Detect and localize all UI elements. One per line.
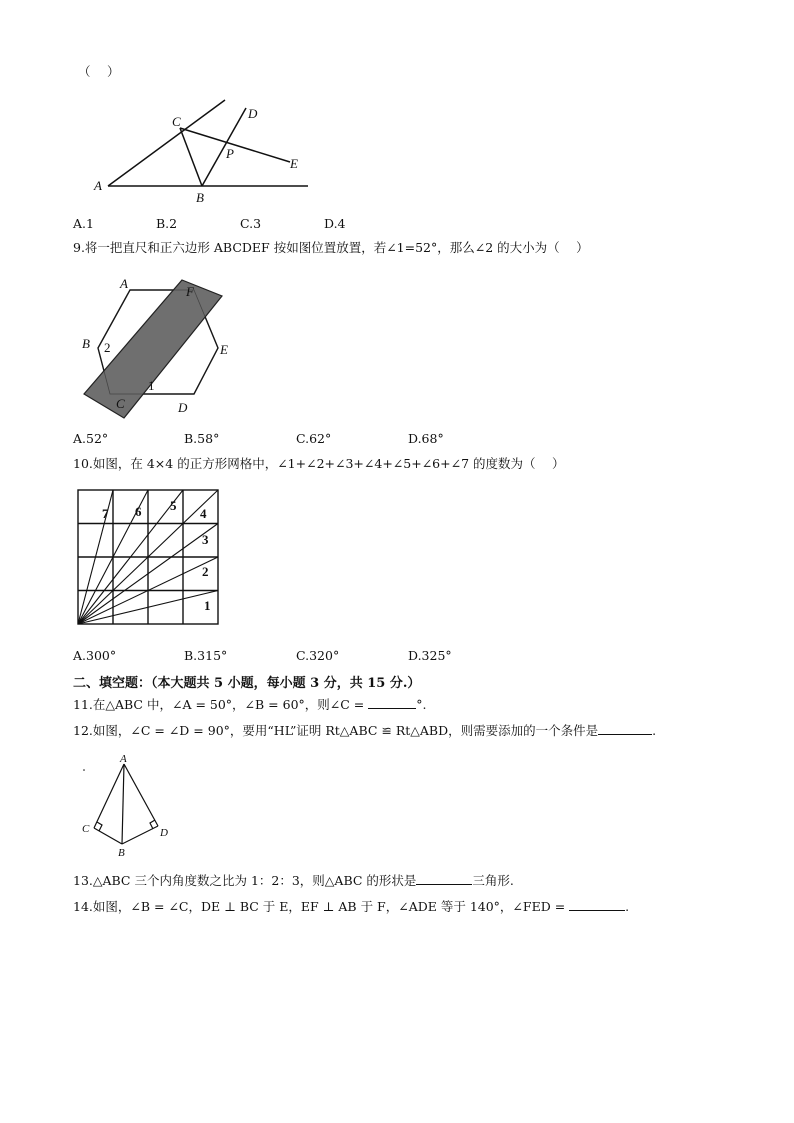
q8-option-c: C.3	[240, 216, 262, 231]
q10-option-b: B.315°	[184, 648, 228, 663]
q10-angle-2: 2	[202, 564, 209, 579]
q12-text: 12.如图，∠C = ∠D = 90°，要用“HL”证明 Rt△ABC ≌ Rt△ABD，则需要添加的一个条件是	[73, 723, 599, 738]
q9-angle-1: 1	[148, 378, 155, 393]
q9-angle-2: 2	[104, 340, 111, 355]
q9-figure	[78, 268, 248, 418]
q12-figure	[78, 750, 178, 860]
q8-option-b: B.2	[156, 216, 178, 231]
q12-label-A: A	[120, 753, 127, 765]
q8-label-B: B	[196, 190, 204, 205]
q8-label-D: D	[248, 106, 258, 121]
q10-option-d: D.325°	[408, 648, 452, 663]
q10-angle-1: 1	[204, 598, 211, 613]
q8-figure	[90, 96, 320, 206]
q10-grid-figure	[76, 488, 221, 628]
q8-option-d: D.4	[324, 216, 346, 231]
q14-text: 14.如图，∠B = ∠C，DE ⊥ BC 于 E，EF ⊥ AB 于 F，∠ADE 等于 140°，∠FED =	[73, 899, 566, 914]
q10-angle-6: 6	[135, 504, 142, 519]
q9-label-C: C	[116, 396, 125, 411]
q14-question	[73, 898, 629, 915]
q10-angle-3: 3	[202, 532, 209, 547]
q8-label-P: P	[226, 146, 234, 161]
q8-answer-paren: （ ）	[78, 64, 120, 79]
q10-option-c: C.320°	[296, 648, 340, 663]
q9-option-c: C.62°	[296, 431, 332, 446]
q8-option-a: A.1	[73, 216, 94, 231]
q8-label-E: E	[290, 156, 298, 171]
q9-option-d: D.68°	[408, 431, 444, 446]
q12-question	[73, 722, 656, 739]
q13-answer-blank[interactable]	[416, 872, 472, 885]
q10-angle-7: 7	[102, 506, 109, 521]
q9-label-E: E	[220, 342, 228, 357]
q12-label-D: D	[160, 827, 168, 839]
q9-label-A: A	[120, 276, 128, 291]
q9-label-B: B	[82, 336, 90, 351]
q9-option-a: A.52°	[73, 431, 109, 446]
q9-label-F: F	[186, 284, 194, 299]
q9-question: 9.将一把直尺和正六边形 ABCDEF 按如图位置放置，若∠1=52°，那么∠2 的大小为（ ）	[73, 240, 589, 255]
q12-label-B: B	[118, 847, 125, 859]
q10-angle-5: 5	[170, 498, 177, 513]
q13-text: 13.△ABC 三个内角度数之比为 1：2：3，则△ABC 的形状是	[73, 873, 417, 888]
q12-text-end: .	[652, 723, 657, 738]
q13-text-end: 三角形.	[472, 873, 514, 888]
section2-heading: 二、填空题：（本大题共 5 小题，每小题 3 分，共 15 分.）	[73, 676, 421, 691]
q8-label-A: A	[94, 178, 102, 193]
q9-option-b: B.58°	[184, 431, 220, 446]
q8-label-C: C	[172, 114, 181, 129]
q11-answer-blank[interactable]	[368, 696, 416, 709]
q10-option-a: A.300°	[73, 648, 117, 663]
q12-answer-blank[interactable]	[598, 722, 652, 735]
q11-text: 11.在△ABC 中，∠A = 50°，∠B = 60°，则∠C =	[73, 697, 365, 712]
q10-angle-4: 4	[200, 506, 207, 521]
q9-label-D: D	[178, 400, 188, 415]
q14-text-end: .	[625, 899, 630, 914]
q11-text-end: °.	[416, 697, 427, 712]
q13-question	[73, 872, 514, 889]
q10-question: 10.如图，在 4×4 的正方形网格中，∠1+∠2+∠3+∠4+∠5+∠6+∠7 的度数为（ ）	[73, 456, 565, 471]
q11-question	[73, 696, 427, 713]
q14-answer-blank[interactable]	[569, 898, 625, 911]
q12-label-C: C	[82, 823, 90, 835]
